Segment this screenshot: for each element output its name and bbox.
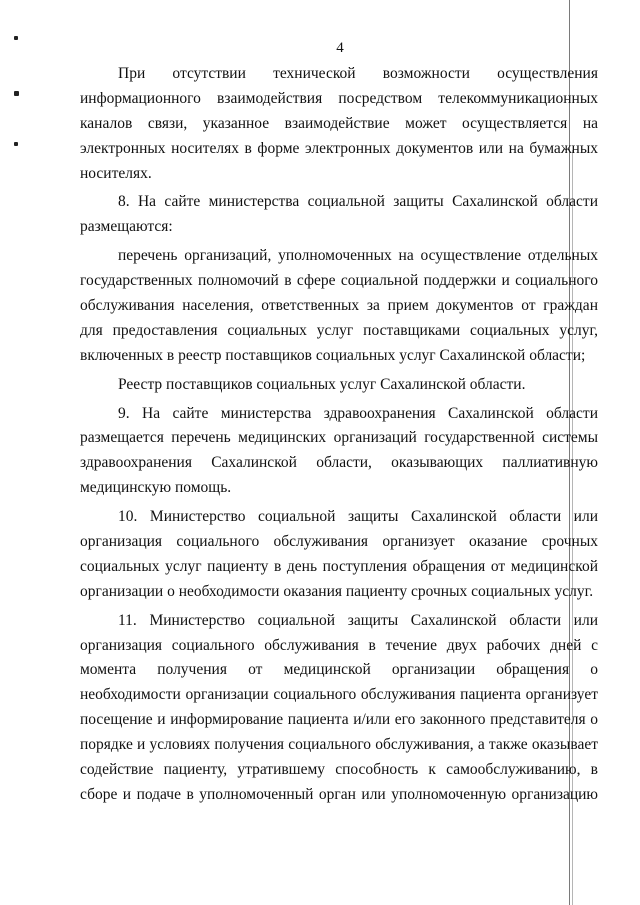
- text-line: организации о необходимости оказания пациенту срочных социальных услуг.: [80, 582, 594, 600]
- paragraph: [80, 190, 598, 240]
- text-line: социальных услуг пациенту в день поступления обращения от медицинской: [80, 557, 598, 575]
- text-line: размещается перечень медицинских организаций государственной системы: [80, 429, 598, 447]
- text-line: При отсутствии технической возможности осуществления: [118, 65, 598, 82]
- text-line: государственных полномочий в сфере социальной поддержки и социального: [80, 272, 598, 290]
- text-line: сборе и подаче в уполномоченный орган или уполномоченную организацию: [80, 785, 598, 803]
- text-line: 11. Министерство социальной защиты Сахалинской области или: [118, 611, 598, 629]
- text-line: организация социального обслуживания организует оказание срочных: [80, 533, 598, 551]
- text-line: здравоохранения Сахалинской области, оказывающих паллиативную: [80, 454, 598, 472]
- scan-dot-mark: [14, 91, 19, 96]
- text-line: электронных носителях в форме электронных документов или на бумажных: [80, 139, 598, 157]
- paragraph: [80, 373, 598, 398]
- text-line: информационного взаимодействия посредством телекоммуникационных: [80, 89, 598, 107]
- text-line: 9. На сайте министерства здравоохранения Сахалинской области: [118, 404, 598, 422]
- paragraph: [80, 505, 598, 605]
- page-number: 4: [336, 40, 344, 56]
- text-line: необходимости организации социального обслуживания пациента организует: [80, 686, 598, 704]
- text-line: Реестр поставщиков социальных услуг Сахалинской области.: [118, 375, 526, 393]
- text-line: медицинскую помощь.: [80, 479, 232, 497]
- text-line: размещаются:: [80, 218, 173, 236]
- text-line: организация социального обслуживания в течение двух рабочих дней с: [80, 636, 598, 654]
- scan-dot-mark: [14, 36, 18, 40]
- text-line: момента получения от медицинской организации обращения о: [80, 661, 598, 679]
- text-line: посещение и информирование пациента и/или его законного представителя о: [80, 711, 598, 729]
- paragraph: [80, 609, 598, 808]
- text-line: перечень организаций, уполномоченных на осуществление отдельных: [118, 247, 598, 265]
- document-body: [80, 62, 598, 808]
- scan-dot-mark: [14, 142, 18, 146]
- text-line: порядке и условиях получения социального обслуживания, а также оказывает: [80, 736, 598, 754]
- text-line: каналов связи, указанное взаимодействие может осуществляется на: [80, 114, 598, 132]
- text-line: содействие пациенту, утратившему способность к самообслуживанию, в: [80, 761, 598, 779]
- text-line: носителях.: [80, 164, 152, 182]
- text-line: 8. На сайте министерства социальной защиты Сахалинской области: [118, 193, 598, 211]
- text-line: обслуживания населения, ответственных за прием документов от граждан: [80, 297, 598, 315]
- text-line: 10. Министерство социальной защиты Сахалинской области или: [118, 508, 598, 526]
- paragraph: [80, 62, 598, 186]
- text-line: для предоставления социальных услуг поставщиками социальных услуг,: [80, 321, 598, 339]
- paragraph: [80, 402, 598, 502]
- text-line: включенных в реестр поставщиков социальных услуг Сахалинской области;: [80, 346, 586, 364]
- paragraph: [80, 244, 598, 368]
